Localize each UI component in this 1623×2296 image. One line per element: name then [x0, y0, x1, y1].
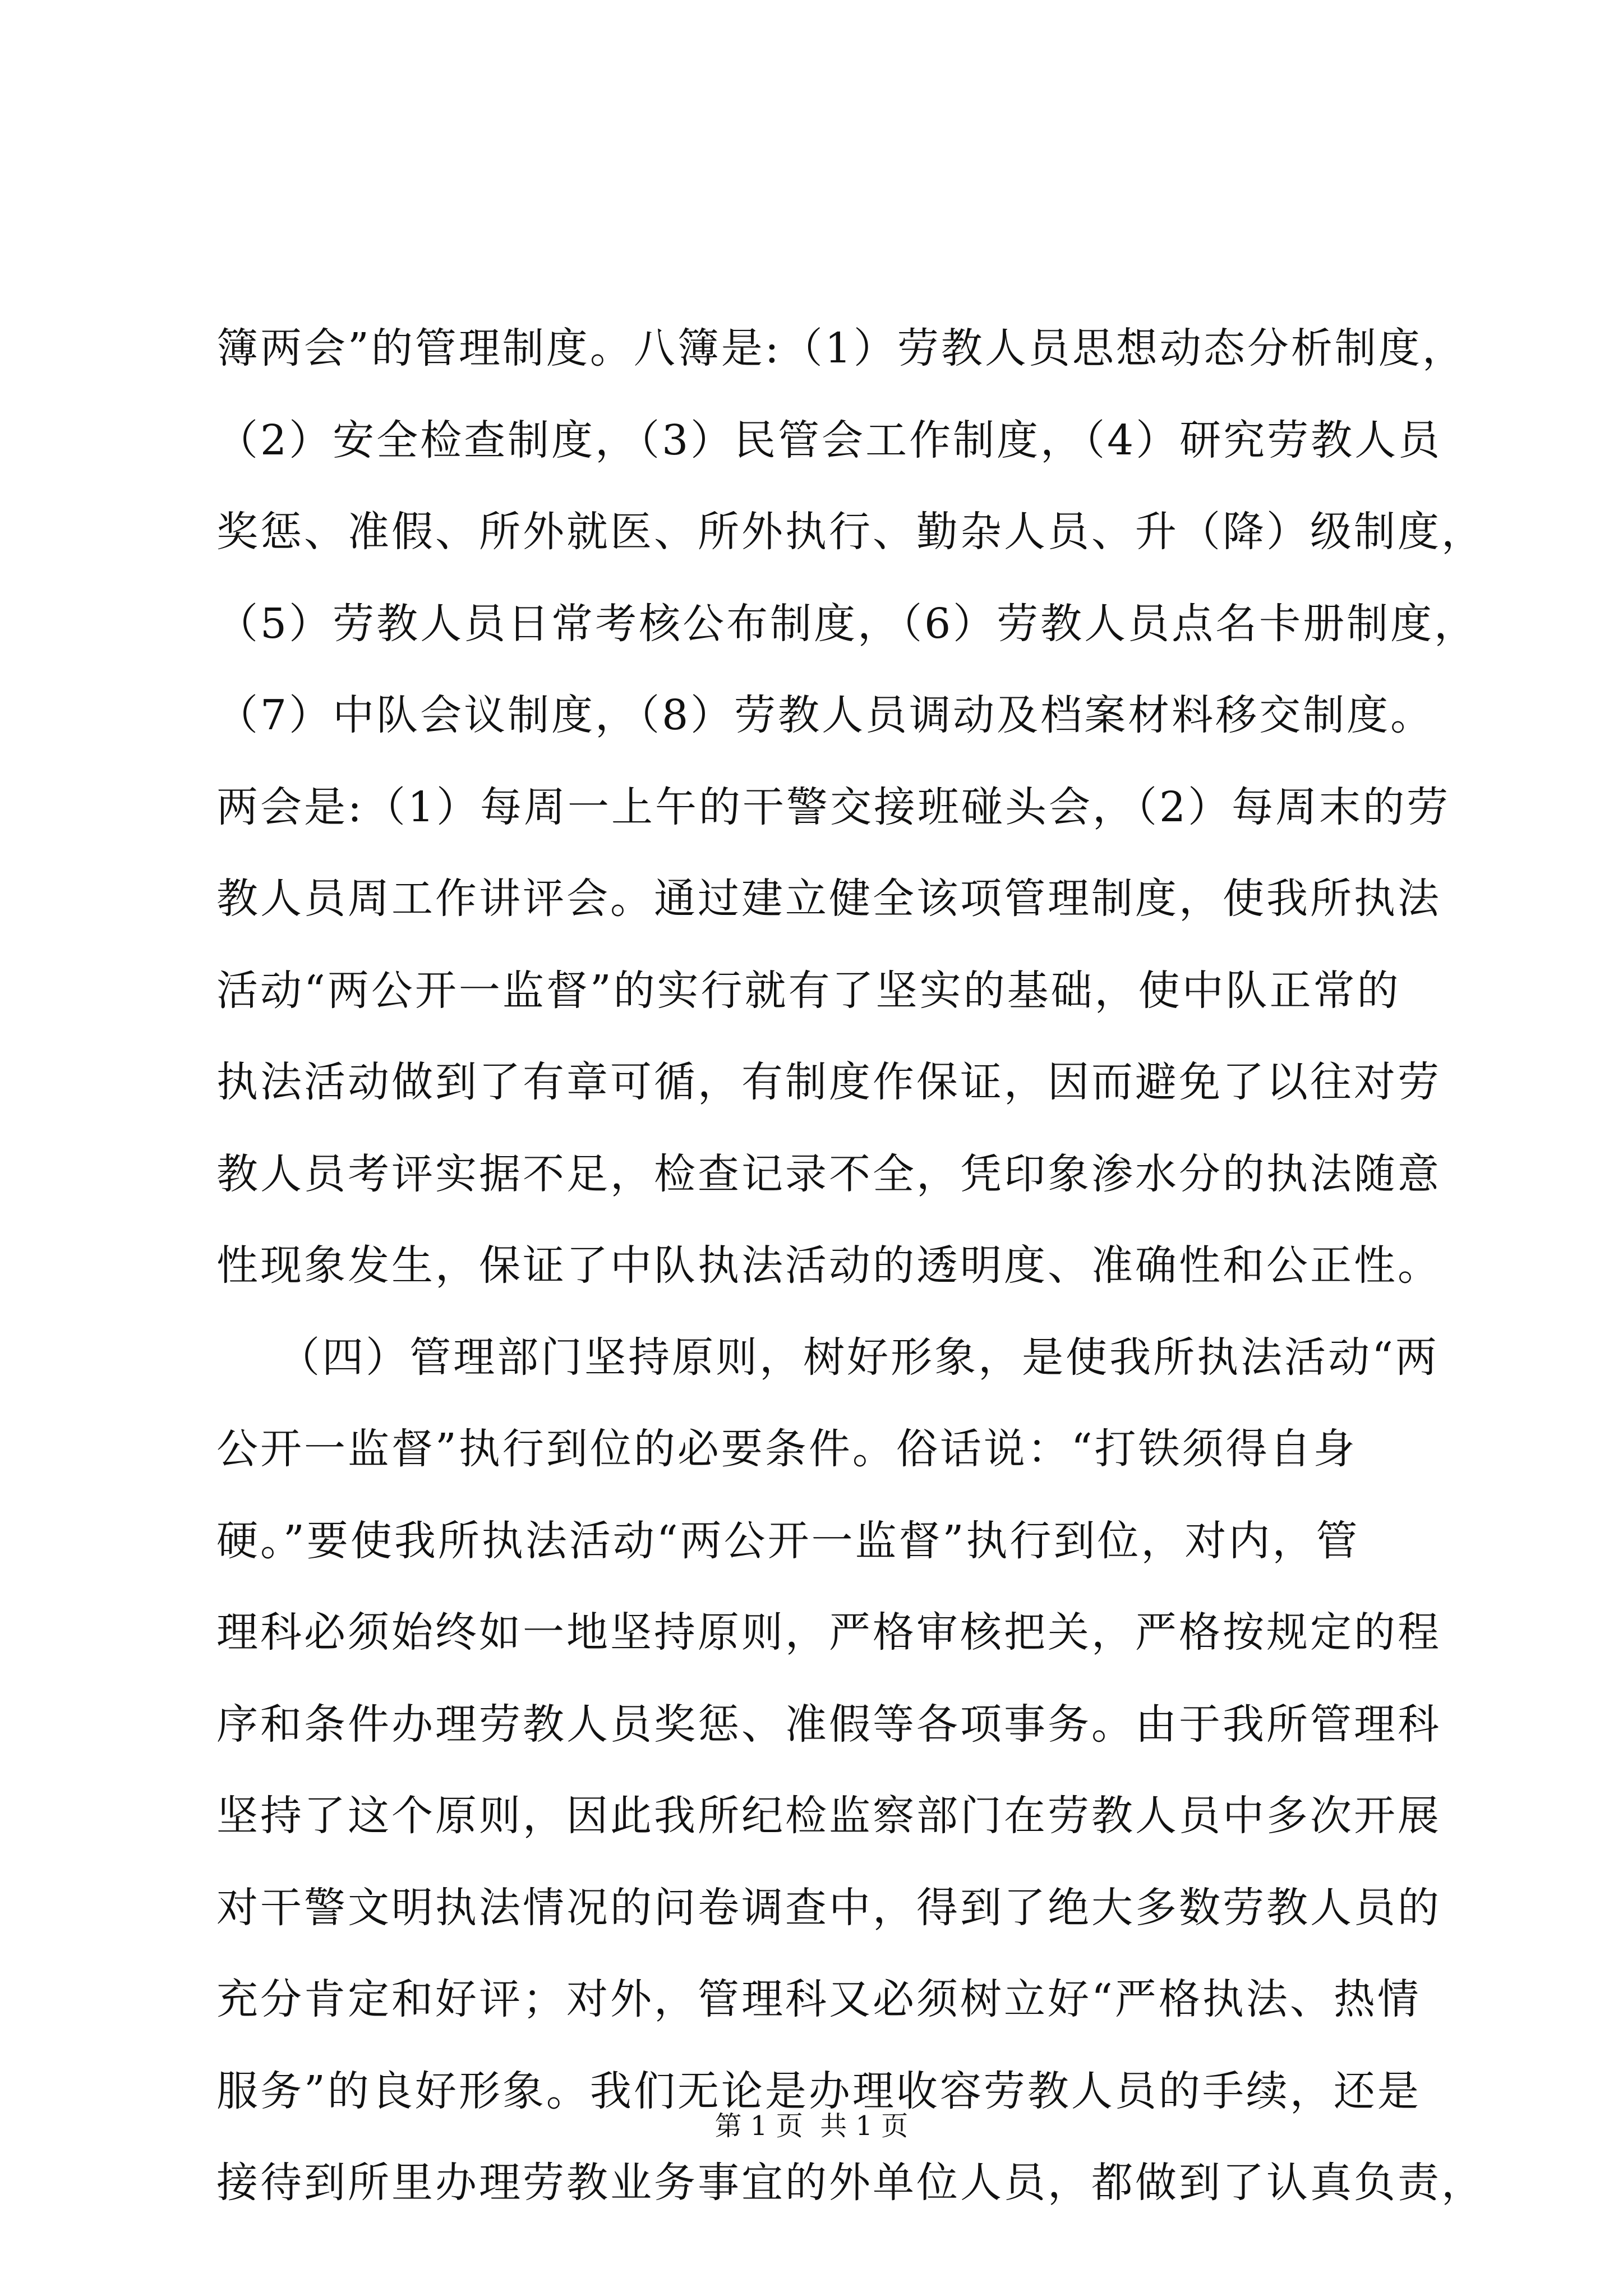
text-line: 充分肯定和好评；对外，管理科又必须树立好“严格执法、热情 — [216, 1975, 1421, 2023]
text-line: 两会是:（1）每周一上午的干警交接班碰头会，（2）每周末的劳 — [216, 783, 1451, 831]
body-text — [216, 303, 1485, 2229]
text-line: 坚持了这个原则，因此我所纪检监察部门在劳教人员中多次开展 — [216, 1792, 1441, 1840]
text-line: 公开一监督”执行到位的必要条件。俗话说：“打铁须得自身 — [216, 1425, 1357, 1473]
text-line: 理科必须始终如一地坚持原则，严格审核把关，严格按规定的程 — [216, 1608, 1441, 1657]
text-line: 硬。”要使我所执法活动“两公开一监督”执行到位，对内，管 — [216, 1516, 1360, 1565]
text-line: 服务”的良好形象。我们无论是办理收容劳教人员的手续，还是 — [216, 2067, 1421, 2115]
text-line: 序和条件办理劳教人员奖惩、准假等各项事务。由于我所管理科 — [216, 1700, 1441, 1749]
text-line: 接待到所里办理劳教业务事宜的外单位人员，都做到了认真负责， — [216, 2159, 1485, 2207]
text-line: 教人员考评实据不足，检查记录不全，凭印象渗水分的执法随意 — [216, 1149, 1441, 1198]
page-number-footer: 第 1 页 共 1 页 — [714, 2110, 909, 2142]
text-line: （7）中队会议制度，（8）劳教人员调动及档案材料移交制度。 — [216, 691, 1435, 739]
text-line: 教人员周工作讲评会。通过建立健全该项管理制度，使我所执法 — [216, 875, 1441, 923]
text-line: 性现象发生，保证了中队执法活动的透明度、准确性和公正性。 — [216, 1241, 1441, 1290]
text-line: （2）安全检查制度，（3）民管会工作制度，（4）研究劳教人员 — [216, 416, 1442, 464]
text-line: 执法活动做到了有章可循，有制度作保证，因而避免了以往对劳 — [216, 1058, 1441, 1106]
text-line: 对干警文明执法情况的问卷调查中，得到了绝大多数劳教人员的 — [216, 1883, 1441, 1932]
text-line: （5）劳教人员日常考核公布制度，（6）劳教人员点名卡册制度， — [216, 599, 1478, 648]
text-line: 簿两会”的管理制度。八簿是:（1）劳教人员思想动态分析制度， — [216, 324, 1466, 372]
text-line: 奖惩、准假、所外就医、所外执行、勤杂人员、升（降）级制度， — [216, 508, 1485, 556]
text-line: （四）管理部门坚持原则，树好形象，是使我所执法活动“两 — [216, 1333, 1439, 1382]
text-line: 活动“两公开一监督”的实行就有了坚实的基础，使中队正常的 — [216, 966, 1401, 1015]
